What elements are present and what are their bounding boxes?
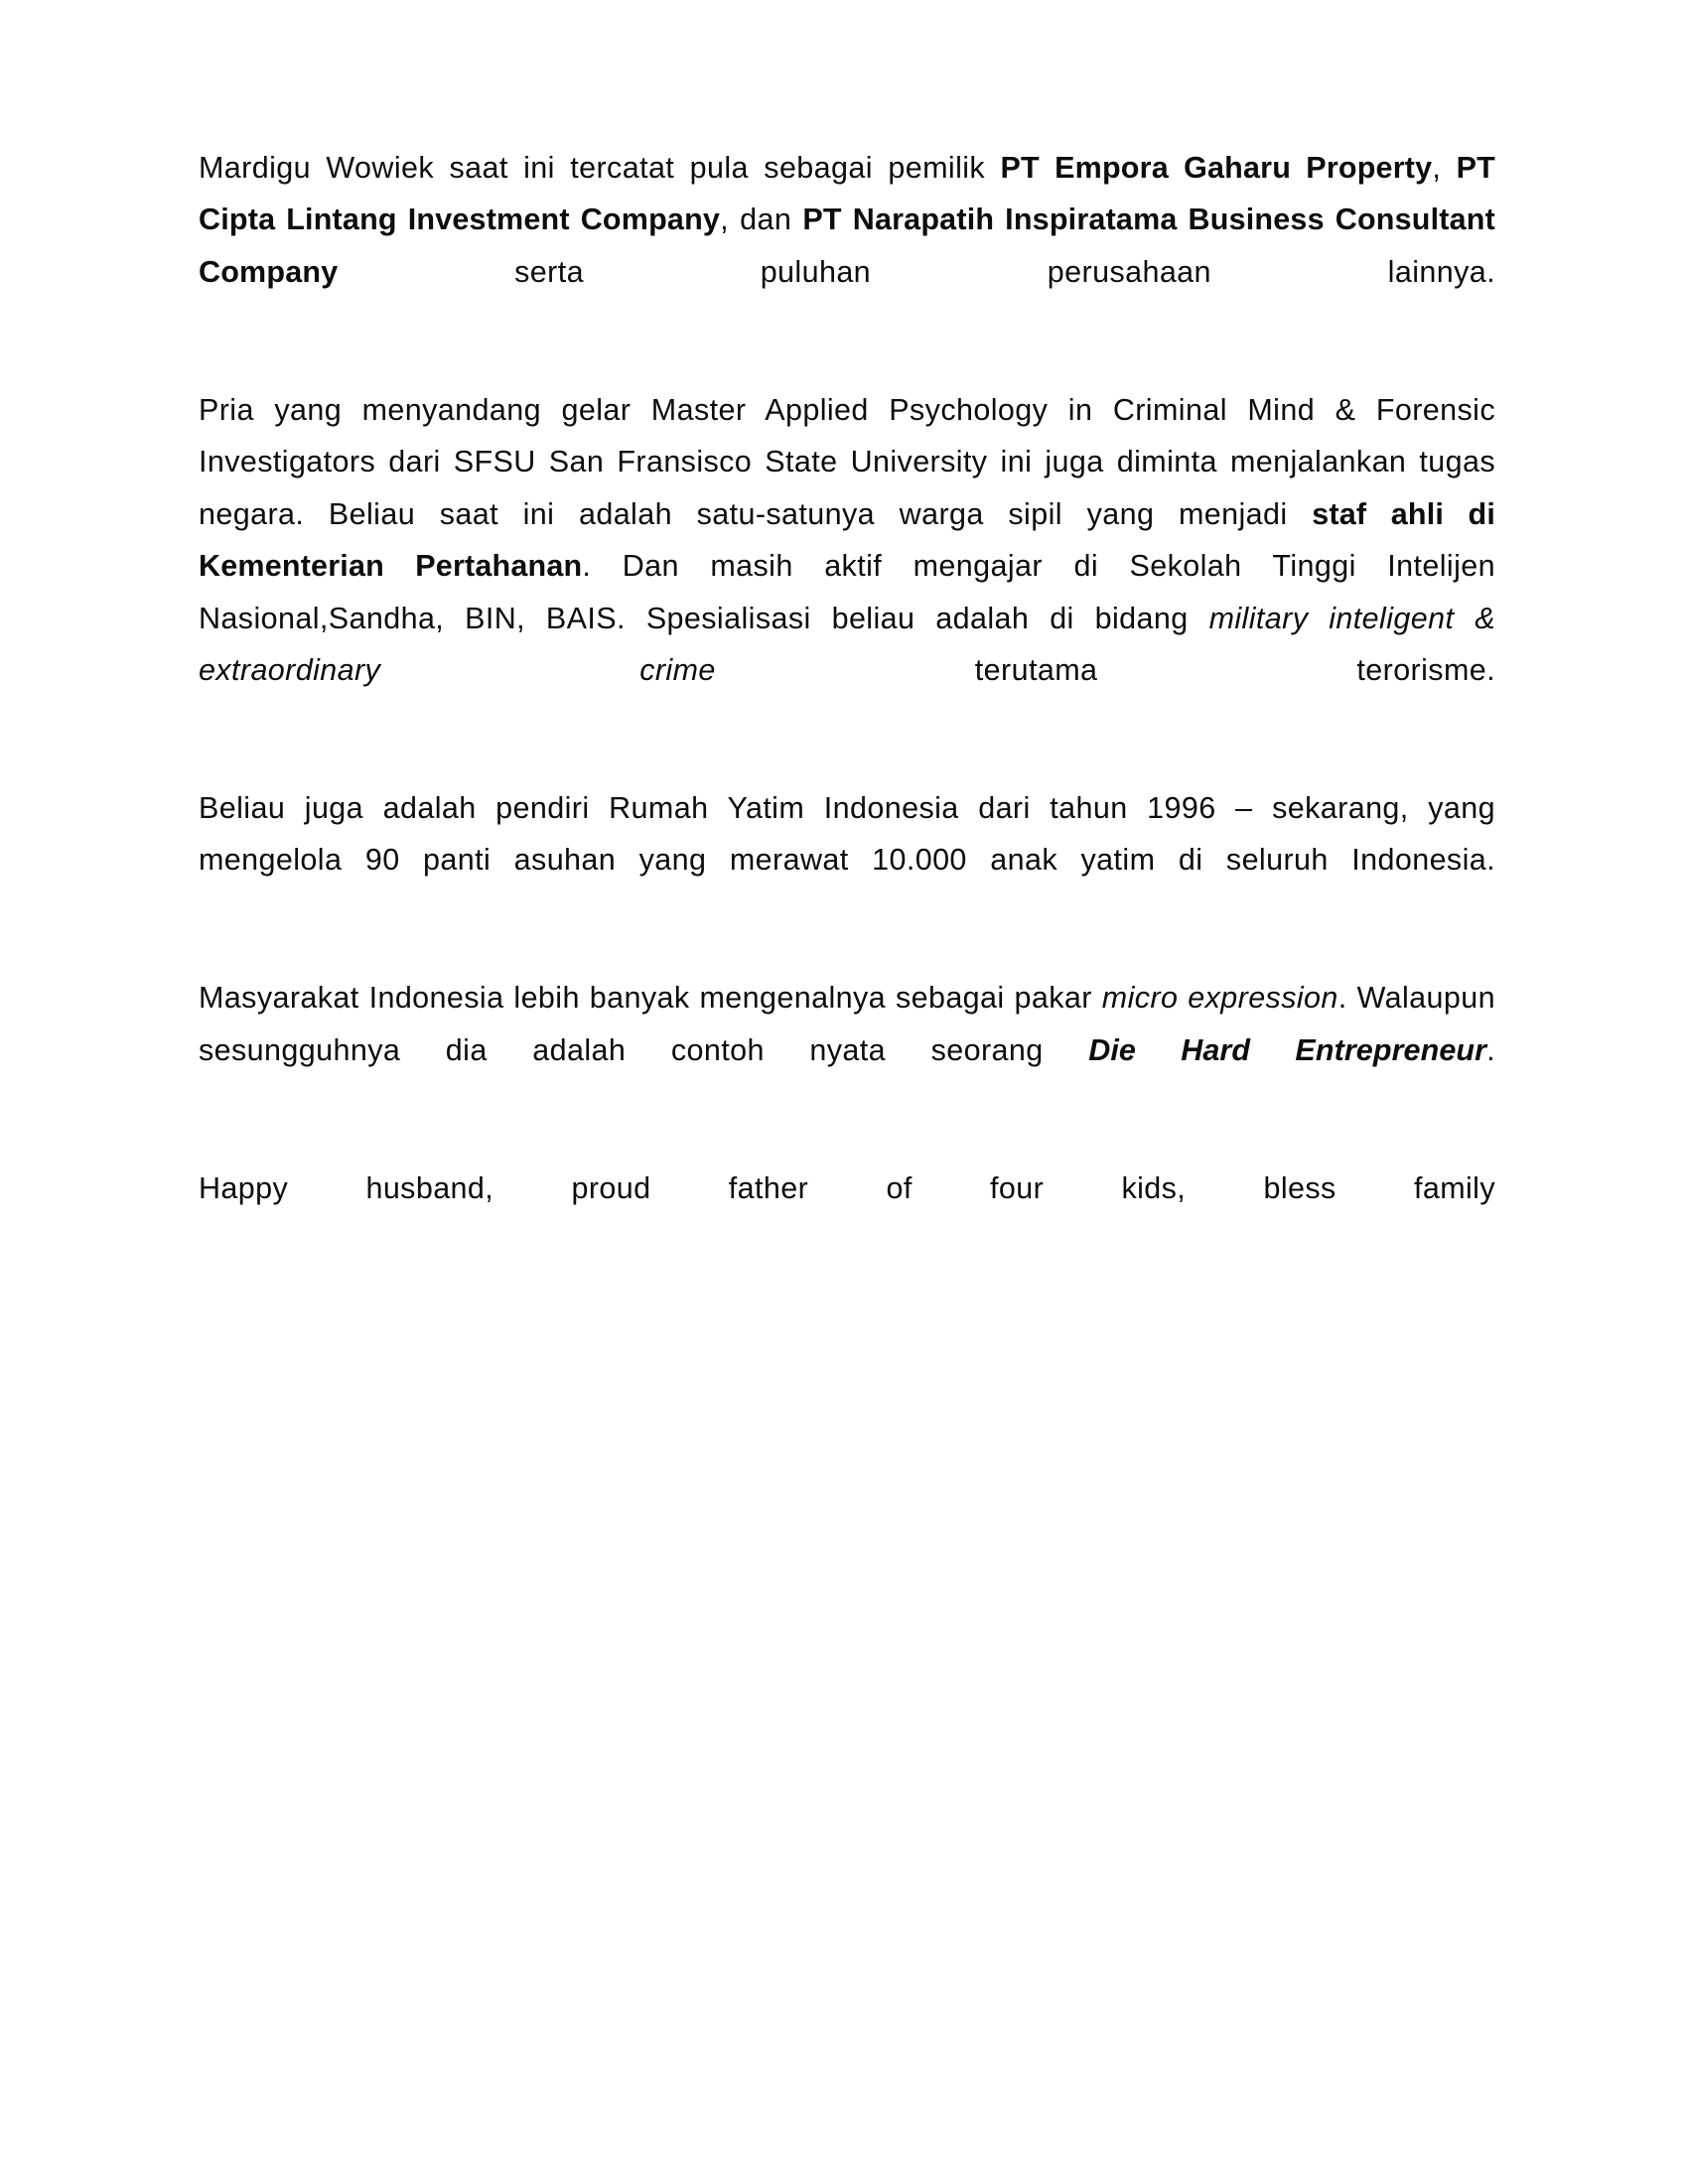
text-run: terutama terorisme. [715, 653, 1495, 688]
text-run: . Dan masih aktif mengajar di Sekolah Tinggi Intelijen Nasional,Sandha, BIN, BAIS. Spesialisasi beliau adalah di bidang [199, 549, 1495, 635]
italic-text-run: military inteligent & extraordinary crime [199, 601, 1495, 688]
paragraph-p4 [199, 972, 1495, 1128]
text-run: serta puluhan perusahaan lainnya. [338, 254, 1495, 289]
italic-text-run: micro expression [1101, 981, 1338, 1016]
paragraph-p5 [199, 1162, 1495, 1267]
document-body [199, 142, 1495, 1267]
text-run: . [1486, 1032, 1495, 1067]
text-run: Pria yang menyandang gelar Master Applied Psychology in Criminal Mind & Forensic Investigators dari SFSU San Fransisco State University ini juga diminta menjalankan tugas negara. Beliau saat ini adalah satu-satunya warga sipil yang menjadi [199, 392, 1495, 531]
bold-text-run: PT Empora Gaharu Property [1000, 151, 1433, 185]
bold-text-run: PT Narapatih Inspiratama Business Consultant Company [199, 203, 1495, 289]
bold-text-run: staf ahli di Kementerian Pertahanan [199, 496, 1495, 584]
text-run: Masyarakat Indonesia lebih banyak mengenalnya sebagai pakar [199, 981, 1102, 1016]
text-run: . Walaupun sesungguhnya dia adalah contoh nyata seorang [199, 981, 1495, 1067]
text-run: , [1432, 151, 1457, 185]
text-run: Beliau juga adalah pendiri Rumah Yatim Indonesia dari tahun 1996 – sekarang, yang mengelola 90 panti asuhan yang merawat 10.000 anak yatim di seluruh Indonesia. [199, 790, 1495, 878]
bold-italic-text-run: Die Hard Entrepreneur [1088, 1032, 1487, 1067]
paragraph-p3 [199, 782, 1495, 938]
bold-text-run: PT Cipta Lintang Investment Company [199, 151, 1495, 237]
paragraph-p2 [199, 384, 1495, 749]
paragraph-p1 [199, 142, 1495, 350]
text-run: , dan [720, 203, 803, 237]
text-run: Happy husband, proud father of four kids, bless family [199, 1170, 1495, 1205]
text-run: Mardigu Wowiek saat ini tercatat pula sebagai pemilik [199, 151, 1001, 185]
